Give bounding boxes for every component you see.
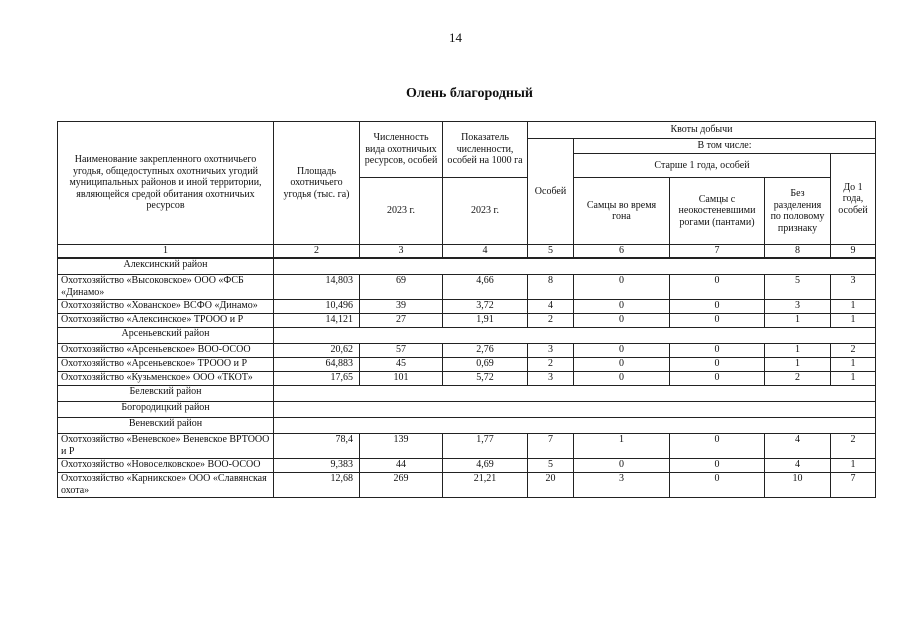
district-row-filler — [274, 386, 876, 402]
table-cell: 64,883 — [274, 358, 360, 372]
header-older-1yr: Старше 1 года, особей — [574, 154, 831, 178]
table-cell: 2 — [831, 344, 876, 358]
district-name: Белевский район — [58, 386, 274, 402]
column-number: 9 — [831, 245, 876, 259]
table-row — [58, 344, 876, 358]
table-cell: 10,496 — [274, 300, 360, 314]
hunting-ground-name: Охотхозяйство «Хованское» ВСФО «Динамо» — [58, 300, 274, 314]
table-cell: 3 — [528, 344, 574, 358]
district-row-filler — [274, 418, 876, 434]
table-row — [58, 459, 876, 473]
table-cell: 0 — [574, 372, 670, 386]
column-number: 3 — [360, 245, 443, 259]
table-cell: 5,72 — [443, 372, 528, 386]
header-under-1yr: До 1 года, особей — [831, 154, 876, 245]
district-name: Богородицкий район — [58, 402, 274, 418]
table-cell: 0 — [574, 459, 670, 473]
table-cell: 1 — [765, 344, 831, 358]
table-cell: 1 — [831, 358, 876, 372]
table-cell: 0 — [670, 372, 765, 386]
header-including: В том числе: — [574, 139, 876, 154]
district-name: Алексинский район — [58, 258, 274, 275]
table-cell: 8 — [528, 275, 574, 300]
table-cell: 1 — [831, 300, 876, 314]
table-cell: 12,68 — [274, 473, 360, 498]
table-cell: 20 — [528, 473, 574, 498]
table-cell: 5 — [528, 459, 574, 473]
column-number: 7 — [670, 245, 765, 259]
table-cell: 0,69 — [443, 358, 528, 372]
header-population-year: 2023 г. — [360, 178, 443, 245]
table-cell: 3 — [831, 275, 876, 300]
table-cell: 4,69 — [443, 459, 528, 473]
table-cell: 1 — [765, 358, 831, 372]
table-cell: 0 — [670, 300, 765, 314]
table-cell: 1 — [574, 434, 670, 459]
table-cell: 7 — [528, 434, 574, 459]
table-cell: 9,383 — [274, 459, 360, 473]
column-number: 5 — [528, 245, 574, 259]
hunting-ground-name: Охотхозяйство «Веневское» Веневское ВРТООО и Р — [58, 434, 274, 459]
table-cell: 0 — [670, 314, 765, 328]
hunting-ground-name: Охотхозяйство «Арсеньевское» ВОО-ОСОО — [58, 344, 274, 358]
table-cell: 17,65 — [274, 372, 360, 386]
district-name: Веневский район — [58, 418, 274, 434]
quota-table — [57, 121, 876, 498]
table-cell: 69 — [360, 275, 443, 300]
table-cell: 5 — [765, 275, 831, 300]
page-number: 14 — [449, 30, 462, 45]
table-header — [58, 122, 876, 259]
table-cell: 101 — [360, 372, 443, 386]
district-row-filler — [274, 328, 876, 344]
table-cell: 4,66 — [443, 275, 528, 300]
table-cell: 2,76 — [443, 344, 528, 358]
district-row — [58, 258, 876, 275]
district-name: Арсеньевский район — [58, 328, 274, 344]
column-number: 1 — [58, 245, 274, 259]
hunting-ground-name: Охотхозяйство «Высоковское» ООО «ФСБ «Динамо» — [58, 275, 274, 300]
table-cell: 3,72 — [443, 300, 528, 314]
district-row — [58, 418, 876, 434]
table-cell: 0 — [670, 473, 765, 498]
district-row-filler — [274, 258, 876, 275]
table-cell: 0 — [670, 434, 765, 459]
hunting-ground-name: Охотхозяйство «Новоселковское» ВОО-ОСОО — [58, 459, 274, 473]
table-cell: 78,4 — [274, 434, 360, 459]
district-row — [58, 328, 876, 344]
table-row — [58, 434, 876, 459]
table-cell: 27 — [360, 314, 443, 328]
column-numbers-row — [58, 245, 876, 259]
table-cell: 21,21 — [443, 473, 528, 498]
table-body — [58, 258, 876, 498]
table-cell: 4 — [765, 434, 831, 459]
header-males-antlers: Самцы с неокостеневшими рогами (пантами) — [670, 178, 765, 245]
table-cell: 269 — [360, 473, 443, 498]
column-number: 8 — [765, 245, 831, 259]
table-cell: 0 — [574, 300, 670, 314]
table-cell: 45 — [360, 358, 443, 372]
table-cell: 0 — [574, 275, 670, 300]
hunting-ground-name: Охотхозяйство «Арсеньевское» ТРООО и Р — [58, 358, 274, 372]
table-cell: 7 — [831, 473, 876, 498]
table-row — [58, 275, 876, 300]
table-row — [58, 314, 876, 328]
table-cell: 4 — [765, 459, 831, 473]
table-row — [58, 372, 876, 386]
table-cell: 139 — [360, 434, 443, 459]
table-cell: 0 — [670, 459, 765, 473]
table-cell: 0 — [670, 275, 765, 300]
table-cell: 0 — [574, 358, 670, 372]
column-number: 4 — [443, 245, 528, 259]
document-title: Олень благородный — [406, 86, 533, 101]
header-males-rut: Самцы во время гона — [574, 178, 670, 245]
district-row — [58, 386, 876, 402]
table-cell: 1 — [831, 372, 876, 386]
table-cell: 3 — [528, 372, 574, 386]
table-row — [58, 358, 876, 372]
hunting-ground-name: Охотхозяйство «Алексинское» ТРООО и Р — [58, 314, 274, 328]
table-cell: 10 — [765, 473, 831, 498]
table-cell: 0 — [670, 344, 765, 358]
table-cell: 0 — [574, 344, 670, 358]
district-row — [58, 402, 876, 418]
header-area: Площадь охотничьего угодья (тыс. га) — [274, 122, 360, 245]
header-no-sex: Без разделения по половому признаку — [765, 178, 831, 245]
table-cell: 0 — [574, 314, 670, 328]
header-density: Показатель численности, особей на 1000 га — [443, 122, 528, 178]
table-cell: 44 — [360, 459, 443, 473]
header-density-year: 2023 г. — [443, 178, 528, 245]
table-cell: 4 — [528, 300, 574, 314]
header-quotas: Квоты добычи — [528, 122, 876, 139]
header-population: Численность вида охотничьих ресурсов, особей — [360, 122, 443, 178]
table-cell: 2 — [765, 372, 831, 386]
column-number: 2 — [274, 245, 360, 259]
table-cell: 2 — [831, 434, 876, 459]
table-cell: 39 — [360, 300, 443, 314]
table-cell: 1,91 — [443, 314, 528, 328]
table-cell: 2 — [528, 358, 574, 372]
table-cell: 14,121 — [274, 314, 360, 328]
table-cell: 0 — [670, 358, 765, 372]
table-cell: 57 — [360, 344, 443, 358]
header-name: Наименование закрепленного охотничьего угодья, общедоступных охотничьих угодий муниципальных районов и иной территории, являющейся средой обитания охотничьих ресурсов — [58, 122, 274, 245]
table-row — [58, 473, 876, 498]
table-row — [58, 300, 876, 314]
table-cell: 3 — [574, 473, 670, 498]
table-cell: 1 — [831, 314, 876, 328]
table-cell: 1 — [765, 314, 831, 328]
hunting-ground-name: Охотхозяйство «Кузьменское» ООО «ТКОТ» — [58, 372, 274, 386]
table-cell: 3 — [765, 300, 831, 314]
table-cell: 2 — [528, 314, 574, 328]
hunting-ground-name: Охотхозяйство «Карникское» ООО «Славянская охота» — [58, 473, 274, 498]
table-cell: 14,803 — [274, 275, 360, 300]
district-row-filler — [274, 402, 876, 418]
header-total: Особей — [528, 139, 574, 245]
column-number: 6 — [574, 245, 670, 259]
table-cell: 1 — [831, 459, 876, 473]
table-cell: 1,77 — [443, 434, 528, 459]
table-cell: 20,62 — [274, 344, 360, 358]
